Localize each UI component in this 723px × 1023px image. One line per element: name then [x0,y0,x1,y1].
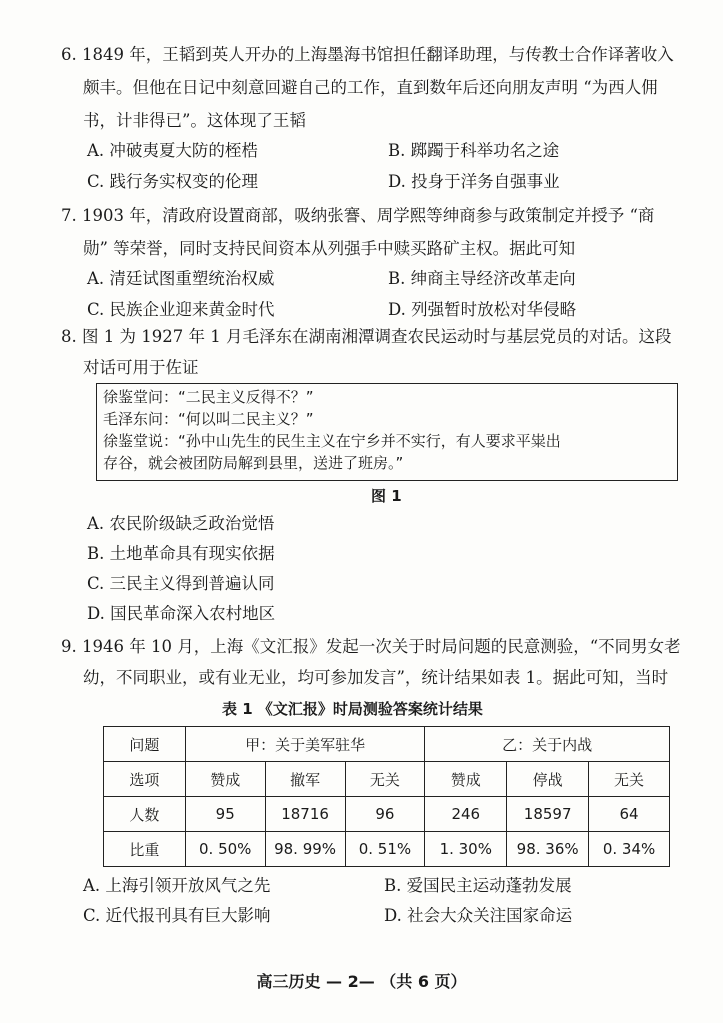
quote-line-2: 毛泽东问：“何以叫二民主义？” [103,410,314,428]
q6-option-d: D. 投身于洋务自强事业 [388,172,560,191]
table-cell: 98. 36% [507,832,589,867]
table-caption: 表 1 《文汇报》时局测验答案统计结果 [222,700,483,718]
table-cell: 95 [185,797,265,832]
table-cell: 无关 [589,762,670,797]
table-cell: 18716 [265,797,345,832]
table-row [104,762,670,797]
q6-stem-line-1: 6. 1849 年，王韬到英人开办的上海墨海书馆担任翻译助理，与传教士合作译著收入 [61,45,674,64]
table-cell: 撤军 [265,762,345,797]
table-cell: 1. 30% [425,832,507,867]
q6-stem-line-2: 颇丰。但他在日记中刻意回避自己的工作，直到数年后还向朋友声明 “为西人佣 [83,78,658,97]
q6-stem-line-3: 书，计非得已”。这体现了王韬 [83,111,306,130]
q8-option-c: C. 三民主义得到普遍认同 [87,574,275,593]
q8-option-b: B. 土地革命具有现实依据 [87,544,275,563]
table-cell: 0. 34% [589,832,670,867]
q9-stem-line-1: 9. 1946 年 10 月，上海《文汇报》发起一次关于时局问题的民意测验，“不同男女老 [61,637,681,656]
q6-option-b: B. 踯躅于科举功名之途 [388,141,560,160]
row-label-cell: 人数 [104,797,186,832]
row-label-cell: 选项 [104,762,186,797]
q8-option-d: D. 国民革命深入农村地区 [87,604,276,623]
table-cell: 96 [345,797,425,832]
table-cell: 0. 51% [345,832,425,867]
q7-option-c: C. 民族企业迎来黄金时代 [87,300,275,319]
table-cell: 18597 [507,797,589,832]
quote-line-1: 徐鉴堂问：“二民主义反得不？” [103,388,314,406]
table-row [104,832,670,867]
header-cell: 问题 [104,727,186,762]
q9-stem-line-2: 幼，不同职业，或有业无业，均可参加发言”，统计结果如表 1。据此可知，当时 [83,668,669,687]
table-cell: 64 [589,797,670,832]
header-cell: 甲：关于美军驻华 [185,727,425,762]
q8-stem-line-2: 对话可用于佐证 [83,358,199,377]
q9-option-c: C. 近代报刊具有巨大影响 [83,906,271,925]
q6-option-a: A. 冲破夷夏大防的桎梏 [87,141,258,160]
table-cell: 赞成 [425,762,507,797]
row-label-cell: 比重 [104,832,186,867]
table-cell: 0. 50% [185,832,265,867]
q7-stem-line-2: 勋” 等荣誉，同时支持民间资本从列强手中赎买路矿主权。据此可知 [83,239,576,258]
q9-option-a: A. 上海引领开放风气之先 [83,876,271,895]
survey-table [103,726,670,867]
q7-option-d: D. 列强暂时放松对华侵略 [388,300,577,319]
q8-quote-box [96,383,678,481]
q6-option-c: C. 践行务实权变的伦理 [87,172,259,191]
table-cell: 无关 [345,762,425,797]
table-cell: 98. 99% [265,832,345,867]
quote-line-3: 徐鉴堂说：“孙中山先生的民生主义在宁乡并不实行，有人要求平粜出 [103,432,561,450]
quote-line-4: 存谷，就会被团防局解到县里，送进了班房。” [103,454,404,472]
q7-option-b: B. 绅商主导经济改革走向 [388,269,576,288]
table-row [104,797,670,832]
q7-option-a: A. 清廷试图重塑统治权威 [87,269,275,288]
q8-stem-line-1: 8. 图 1 为 1927 年 1 月毛泽东在湖南湘潭调查农民运动时与基层党员的对话。这段 [61,327,672,346]
q7-stem-line-1: 7. 1903 年，清政府设置商部，吸纳张謇、周学熙等绅商参与政策制定并授予 “商 [61,206,655,225]
q9-option-b: B. 爱国民主运动蓬勃发展 [384,876,572,895]
table-cell: 246 [425,797,507,832]
q8-option-a: A. 农民阶级缺乏政治觉悟 [87,514,275,533]
figure-caption: 图 1 [371,487,402,505]
table-row [104,727,670,762]
header-cell: 乙：关于内战 [425,727,670,762]
table-cell: 赞成 [185,762,265,797]
q9-option-d: D. 社会大众关注国家命运 [384,906,573,925]
page-footer: 高三历史 — 2— （共 6 页） [256,972,467,991]
table-cell: 停战 [507,762,589,797]
